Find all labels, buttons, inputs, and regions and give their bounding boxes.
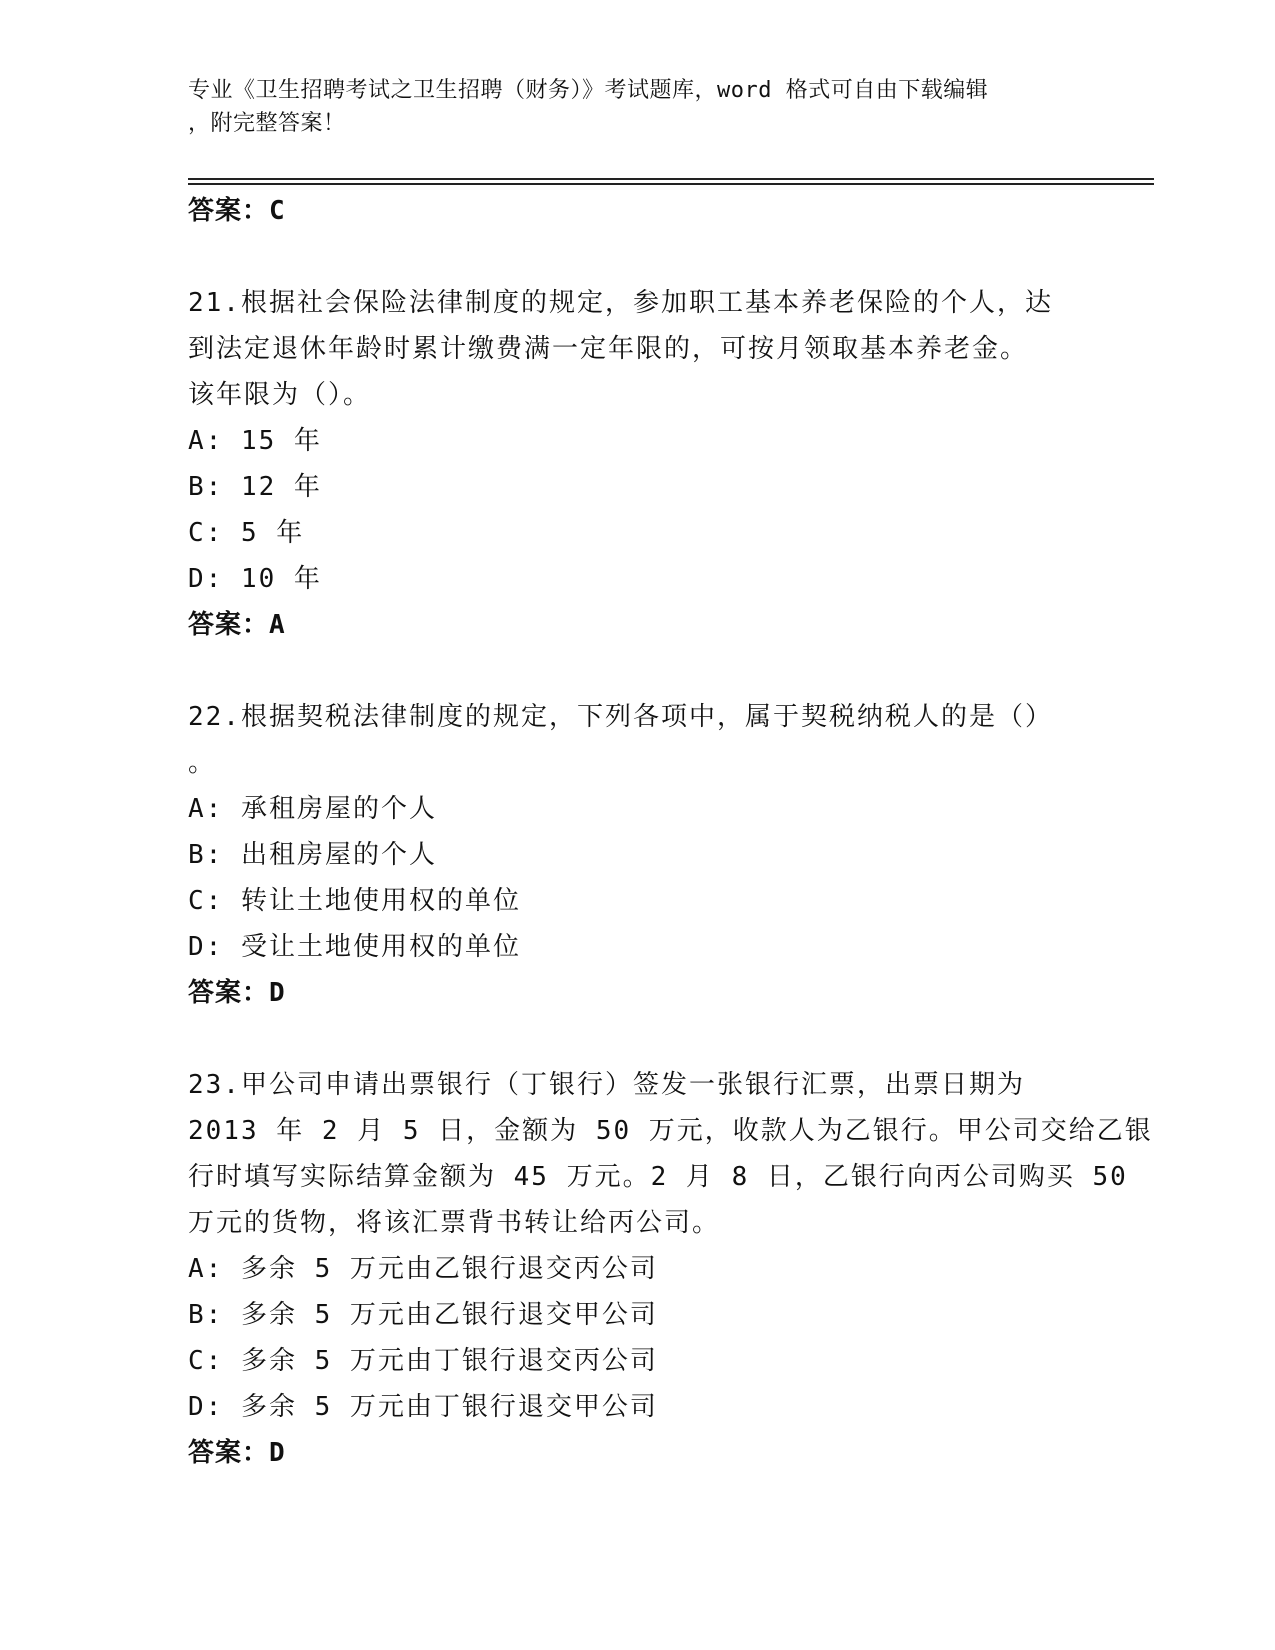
spacer — [188, 234, 1088, 280]
option-d: D: 受让土地使用权的单位 — [188, 932, 521, 962]
header-line-1: 专业《卫生招聘考试之卫生招聘（财务）》考试题库，word 格式可自由下载编辑 — [188, 78, 989, 103]
question-text: 22.根据契税法律制度的规定，下列各项中，属于契税纳税人的是（） — [188, 702, 1053, 732]
question-text: 。 — [188, 748, 217, 778]
answer-line: 答案：D — [188, 978, 286, 1008]
header-line-2: ，附完整答案！ — [188, 111, 346, 136]
option-c: C: 转让土地使用权的单位 — [188, 886, 521, 916]
question-content — [188, 188, 1153, 1476]
question-text: 2013 年 2 月 5 日，金额为 50 万元，收款人为乙银行。甲公司交给乙银 — [188, 1116, 1153, 1146]
option-a: A: 15 年 — [188, 426, 322, 456]
spacer — [188, 648, 1088, 694]
question-block-22 — [188, 694, 1088, 1016]
question-block-23 — [188, 1062, 1153, 1476]
question-text: 行时填写实际结算金额为 45 万元。2 月 8 日，乙银行向丙公司购买 50 — [188, 1162, 1128, 1192]
question-text: 21.根据社会保险法律制度的规定，参加职工基本养老保险的个人，达 — [188, 288, 1053, 318]
option-d: D: 多余 5 万元由丁银行退交甲公司 — [188, 1392, 658, 1422]
option-a: A: 承租房屋的个人 — [188, 794, 437, 824]
question-block-21 — [188, 280, 1088, 648]
question-text: 万元的货物，将该汇票背书转让给丙公司。 — [188, 1208, 721, 1238]
option-b: B: 12 年 — [188, 472, 322, 502]
question-text: 该年限为（）。 — [188, 380, 372, 410]
question-text: 23.甲公司申请出票银行（丁银行）签发一张银行汇票，出票日期为 — [188, 1070, 1025, 1100]
option-c: C: 多余 5 万元由丁银行退交丙公司 — [188, 1346, 658, 1376]
header-rule-bottom — [188, 183, 1154, 185]
answer-line: 答案：A — [188, 610, 286, 640]
document-header — [188, 74, 1088, 140]
spacer — [188, 1016, 1088, 1062]
previous-answer: 答案：C — [188, 196, 286, 226]
option-c: C: 5 年 — [188, 518, 305, 548]
answer-line: 答案：D — [188, 1438, 286, 1468]
option-b: B: 多余 5 万元由乙银行退交甲公司 — [188, 1300, 658, 1330]
option-d: D: 10 年 — [188, 564, 322, 594]
header-rule-top — [188, 178, 1154, 180]
question-text: 到法定退休年龄时累计缴费满一定年限的，可按月领取基本养老金。 — [188, 334, 1029, 364]
option-b: B: 出租房屋的个人 — [188, 840, 437, 870]
option-a: A: 多余 5 万元由乙银行退交丙公司 — [188, 1254, 658, 1284]
